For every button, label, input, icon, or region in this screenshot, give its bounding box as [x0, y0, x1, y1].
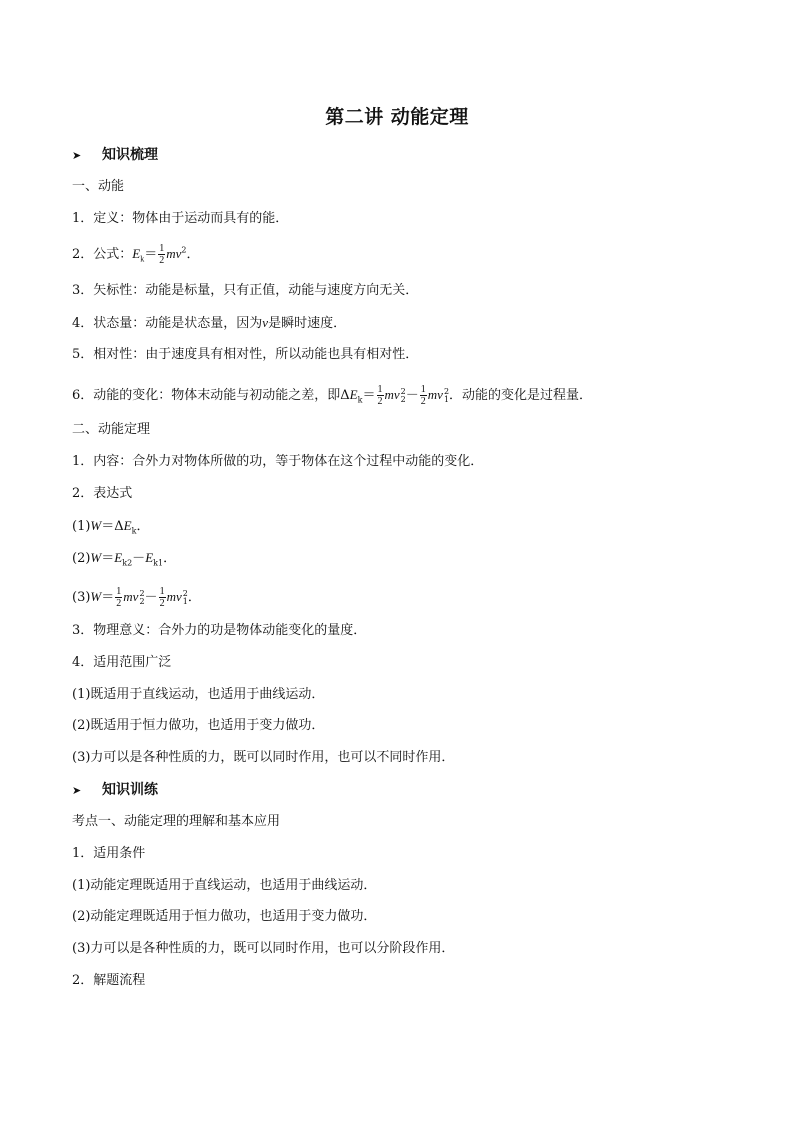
condition-item-3: (3)力可以是各种性质的力，既可以同时作用，也可以分阶段作用．: [72, 941, 455, 956]
conditions-heading: 1．适用条件: [72, 846, 146, 861]
process-heading: 2．解题流程: [72, 973, 146, 988]
energy-change-line: 6．动能的变化：物体末动能与初动能之差，即$\Delta E_k=$ $\frac{1}{2}$ mv 2 2 － $\frac{1}{2}$ mv 2 1 ．动能的变化是过程量．: [72, 384, 593, 407]
condition-item-2: (2)动能定理既适用于恒力做功，也适用于变力做功．: [72, 909, 377, 924]
content-line: 1．内容：合外力对物体所做的功，等于物体在这个过程中动能的变化．: [72, 454, 484, 469]
expression-2: $(2)W=E_{k2}-E_{k1}$．: [72, 550, 177, 568]
relativity-line: 5．相对性：由于速度具有相对性，所以动能也具有相对性．: [72, 347, 419, 362]
expression-3: (3)W＝ $\frac{1}{2}$ mv 2 2 － $\frac{1}{2}$ mv 2 1 ．: [72, 586, 201, 609]
formula-line: 2．公式：$E_k=$ $\frac{1}{2}$ $mv^2$．: [72, 243, 200, 266]
section-heading-training: ➤ 知识训练: [72, 782, 158, 798]
section-heading-knowledge: ➤ 知识梳理: [72, 147, 158, 163]
fraction-one-half: $\frac{1}{2}$: [159, 586, 165, 609]
arrow-bullet-icon: ➤: [72, 784, 82, 797]
scope-item-3: (3)力可以是各种性质的力，既可以同时作用，也可以不同时作用．: [72, 750, 455, 765]
definition-line: 1．定义：物体由于运动而具有的能．: [72, 211, 289, 226]
expression-1: $(1)W=\Delta E_k$．: [72, 518, 150, 536]
subheading-theorem: 二、动能定理: [72, 422, 151, 437]
fraction-one-half: $\frac{1}{2}$: [377, 384, 383, 407]
scope-item-2: (2)既适用于恒力做功，也适用于变力做功．: [72, 718, 325, 733]
page-title: 第二讲 动能定理: [325, 106, 469, 128]
fraction-one-half: $\frac{1}{2}$: [116, 586, 122, 609]
scope-item-1: (1)既适用于直线运动，也适用于曲线运动．: [72, 687, 325, 702]
expression-heading: 2．表达式: [72, 486, 133, 501]
arrow-bullet-icon: ➤: [72, 149, 82, 162]
physical-meaning-line: 3．物理意义：合外力的功是物体动能变化的量度．: [72, 623, 367, 638]
state-quantity-line: 4．状态量：动能是状态量，因为v是瞬时速度．: [72, 315, 347, 331]
fraction-one-half: $\frac{1}{2}$: [159, 243, 165, 266]
scalar-line: 3．矢标性：动能是标量，只有正值，动能与速度方向无关．: [72, 283, 419, 298]
topic-one-heading: 考点一、动能定理的理解和基本应用: [72, 814, 281, 829]
fraction-one-half: $\frac{1}{2}$: [420, 384, 426, 407]
condition-item-1: (1)动能定理既适用于直线运动，也适用于曲线运动．: [72, 878, 377, 893]
subheading-kinetic-energy: 一、动能: [72, 179, 125, 194]
scope-heading: 4．适用范围广泛: [72, 655, 172, 670]
